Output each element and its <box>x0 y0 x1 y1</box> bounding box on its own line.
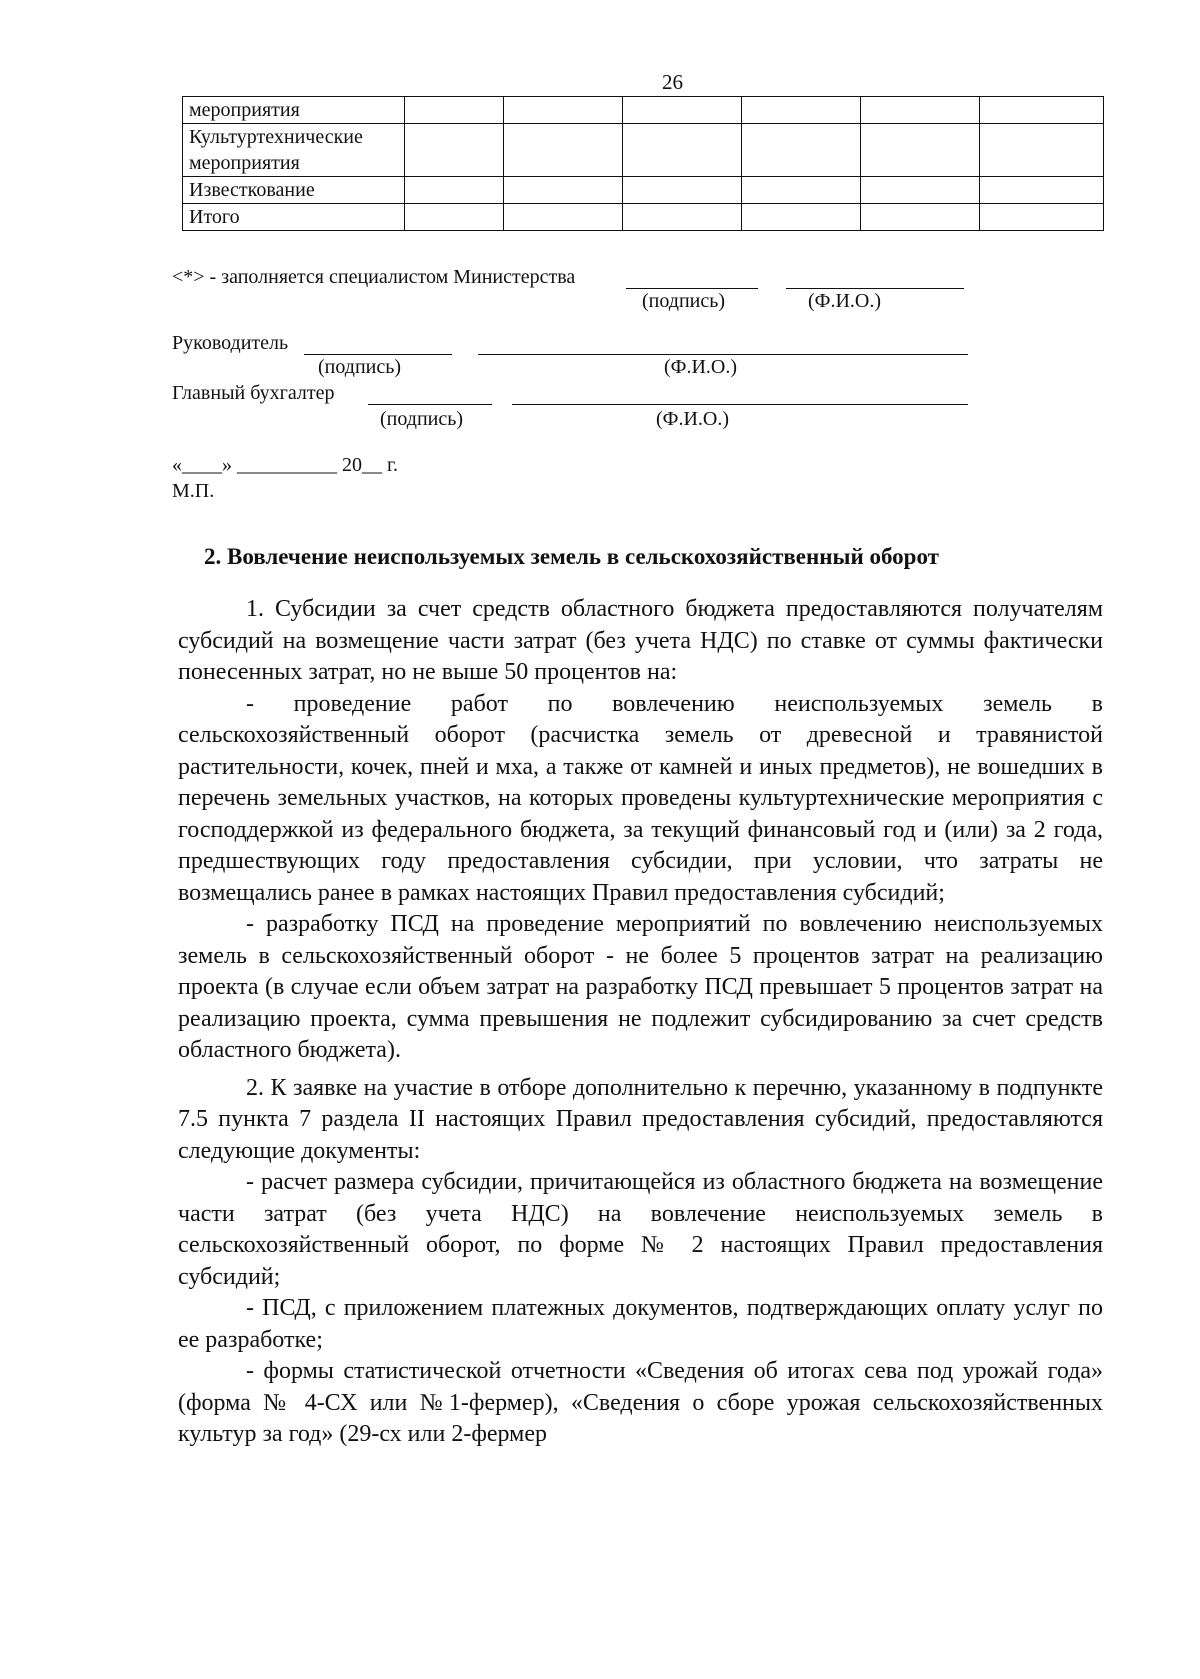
page-number: 26 <box>662 70 683 94</box>
table-cell <box>503 177 622 204</box>
table-cell <box>980 124 1104 177</box>
table-cell <box>622 204 741 231</box>
costs-table <box>182 96 1104 231</box>
head-signature-line <box>304 354 452 355</box>
head-label: Руководитель <box>172 332 289 354</box>
paragraph: - ПСД, с приложением платежных документов, подтверждающих оплату услуг по ее разработке; <box>178 1295 1103 1353</box>
table-cell <box>742 204 861 231</box>
accountant-signature-line <box>368 404 492 405</box>
date-line: «____» __________ 20__ г. <box>172 454 398 476</box>
table-cell <box>980 204 1104 231</box>
table-cell <box>861 124 980 177</box>
ministry-signature-caption: (подпись) <box>642 290 726 312</box>
table-cell <box>742 177 861 204</box>
row-label-cell: мероприятия <box>183 97 405 124</box>
accountant-label: Главный бухгалтер <box>172 382 335 404</box>
row-label-cell: Известкование <box>183 177 405 204</box>
table-row <box>183 97 1104 124</box>
head-signature-caption: (подпись) <box>318 356 402 378</box>
section-body <box>178 594 1103 1451</box>
table-cell <box>861 204 980 231</box>
section-title: 2. Вовлечение неиспользуемых земель в сельскохозяйственный оборот <box>204 544 939 569</box>
table-cell <box>404 97 503 124</box>
head-name-line <box>478 354 968 355</box>
accountant-name-line <box>512 404 968 405</box>
table-cell <box>980 97 1104 124</box>
table-cell <box>503 204 622 231</box>
ministry-signature-line <box>626 288 758 289</box>
table-cell <box>980 177 1104 204</box>
ministry-name-line <box>786 288 964 289</box>
ministry-note: <*> - заполняется специалистом Министерства <box>172 266 576 288</box>
table-cell <box>742 97 861 124</box>
table-cell <box>503 124 622 177</box>
table-cell <box>404 204 503 231</box>
paragraph: - формы статистической отчетности «Сведения об итогах сева под урожай года» (форма № 4-СХ или №1-фермер), «Сведения о сборе урожая сельскохозяйственных культур за год» (29-сх или 2-фермер <box>178 1358 1103 1447</box>
table-cell <box>622 177 741 204</box>
row-label-cell: Итого <box>183 204 405 231</box>
ministry-name-caption: (Ф.И.О.) <box>808 290 882 312</box>
accountant-signature-caption: (подпись) <box>380 408 464 430</box>
table-cell <box>622 97 741 124</box>
head-name-caption: (Ф.И.О.) <box>664 356 738 378</box>
table-row <box>183 177 1104 204</box>
table-row <box>183 124 1104 177</box>
table-cell <box>861 97 980 124</box>
accountant-name-caption: (Ф.И.О.) <box>656 408 730 430</box>
paragraph: 1. Субсидии за счет средств областного бюджета предоставляются получателям субсидий на возмещение части затрат (без учета НДС) по ставке от суммы фактически понесенных затрат, но не выше 50 процентов на: <box>178 596 1103 685</box>
table-cell <box>622 124 741 177</box>
table-cell <box>404 124 503 177</box>
table-cell <box>404 177 503 204</box>
paragraph: 2. К заявке на участие в отборе дополнительно к перечню, указанному в подпункте 7.5 пункта 7 раздела II настоящих Правил предоставления субсидий, предоставляются следующие документы: <box>178 1074 1103 1164</box>
table-cell <box>503 97 622 124</box>
stamp-placeholder: М.П. <box>172 480 215 502</box>
table-cell <box>742 124 861 177</box>
row-label-cell: Культуртехнические мероприятия <box>183 124 405 177</box>
paragraph: - разработку ПСД на проведение мероприятий по вовлечению неиспользуемых земель в сельскохозяйственный оборот - не более 5 процентов затрат на реализацию проекта (в случае если объем затрат на разработку ПСД превышает 5 процентов затрат на реализацию проекта, сумма превышения не подлежит субсидированию за счет средств областного бюджета). <box>178 911 1103 1063</box>
table-row <box>183 204 1104 231</box>
table-cell <box>861 177 980 204</box>
paragraph: - проведение работ по вовлечению неиспользуемых земель в сельскохозяйственный оборот (расчистка земель от древесной и травянистой растительности, кочек, пней и мха, а также от камней и иных предметов), не вошедших в перечень земельных участков, на которых проведены культуртехнические мероприятия с господдержкой из федерального бюджета, за текущий финансовый год и (или) за 2 года, предшествующих году предоставления субсидии, при условии, что затраты не возмещались ранее в рамках настоящих Правил предоставления субсидий; <box>178 690 1103 906</box>
paragraph: - расчет размера субсидии, причитающейся из областного бюджета на возмещение части затрат (без учета НДС) на вовлечение неиспользуемых земель в сельскохозяйственный оборот, по форме № 2 настоящих Правил предоставления субсидий; <box>178 1169 1103 1290</box>
